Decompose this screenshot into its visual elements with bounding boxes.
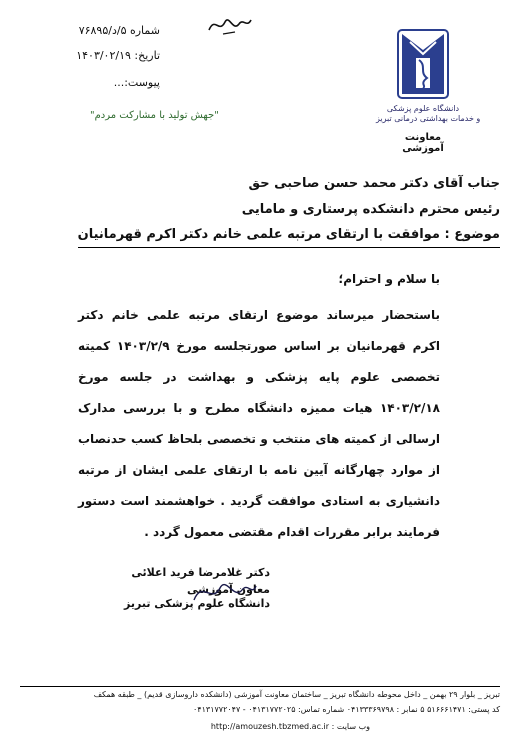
letter-number (20, 24, 160, 37)
greeting: با سلام و احترام؛ (338, 272, 440, 286)
website-link[interactable]: http://amouzesh.tbzmed.ac.ir (210, 722, 330, 731)
website-label: وب سایت : (331, 722, 370, 731)
letter-date (20, 49, 160, 62)
department-name: معاونت آموزشی (402, 132, 444, 154)
letter-body: باستحضار میرساند موضوع ارتقای مرتبه علمی خانم دکتر اکرم قهرمانیان بر اساس صورتجلسه مورخ ۱۴۰۳/۲/۹ کمیته تخصصی علوم پایه پزشکی و بهداشت در جلسه مورخ ۱۴۰۳/۲/۱۸ هیات ممیزه دانشگاه مطرح و با بررسی مدارک ارسالی از کمیته های منتخب و تخصصی بلحاظ کسب حدنصاب از موارد چهارگانه آیین نامه با ارتقای علمی ایشان از مرتبه دانشیاری به استادی موافقت گردید . خواهشمند است دستور فرمایند برابر مقررات اقدام مقتضی معمول گردد . (78, 308, 441, 539)
institution-line-2: و خدمات بهداشتی درمانی تبریز (376, 114, 481, 123)
footer-website (211, 722, 370, 731)
number-value: ۵/د/۷۶۸۹۵ (78, 24, 127, 37)
signatory-role: معاون آموزشی (187, 583, 270, 596)
initials-signature (205, 8, 255, 38)
university-logo (388, 28, 458, 100)
recipient: جناب آقای دکتر محمد حسن صاحبی حق (248, 176, 500, 191)
slogan: "جهش تولید با مشارکت مردم" (90, 110, 219, 121)
recipient-title: رئیس محترم دانشکده پرستاری و مامایی (241, 202, 500, 217)
heading-divider (78, 247, 500, 248)
number-label: شماره (129, 24, 160, 37)
footer-divider (20, 686, 500, 687)
subject: موضوع : موافقت با ارتقای مرتبه علمی خانم دکتر اکرم قهرمانیان (77, 227, 500, 242)
signatory-org: دانشگاه علوم پزشکی تبریز (124, 597, 270, 610)
date-value: ۱۴۰۳/۰۲/۱۹ (76, 49, 131, 62)
date-label: تاریخ: (134, 49, 160, 62)
footer-address: تبریز _ بلوار ۲۹ بهمن _ داخل محوطه دانشگاه تبریز _ ساختمان معاونت آموزشی (دانشکده داروسازی قدیم) _ طبقه همکف (93, 690, 500, 699)
handwritten-signature (190, 570, 260, 614)
letter-attachment: پیوست:... (113, 76, 160, 89)
footer-contacts: کد پستی: ۵۱۶۶۶۱۴۷۱ ۵ نمابر : ۰۴۱۳۳۳۶۹۷۹۸ شماره تماس: ۰۴۱۳۱۷۷۲۰۲۵ - ۰۴۱۳۱۷۷۲۰۴۷ (193, 705, 500, 714)
institution-line-1: دانشگاه علوم پزشکی (386, 104, 460, 113)
signatory-name: دکتر غلامرضا فرید اعلائی (131, 566, 270, 579)
